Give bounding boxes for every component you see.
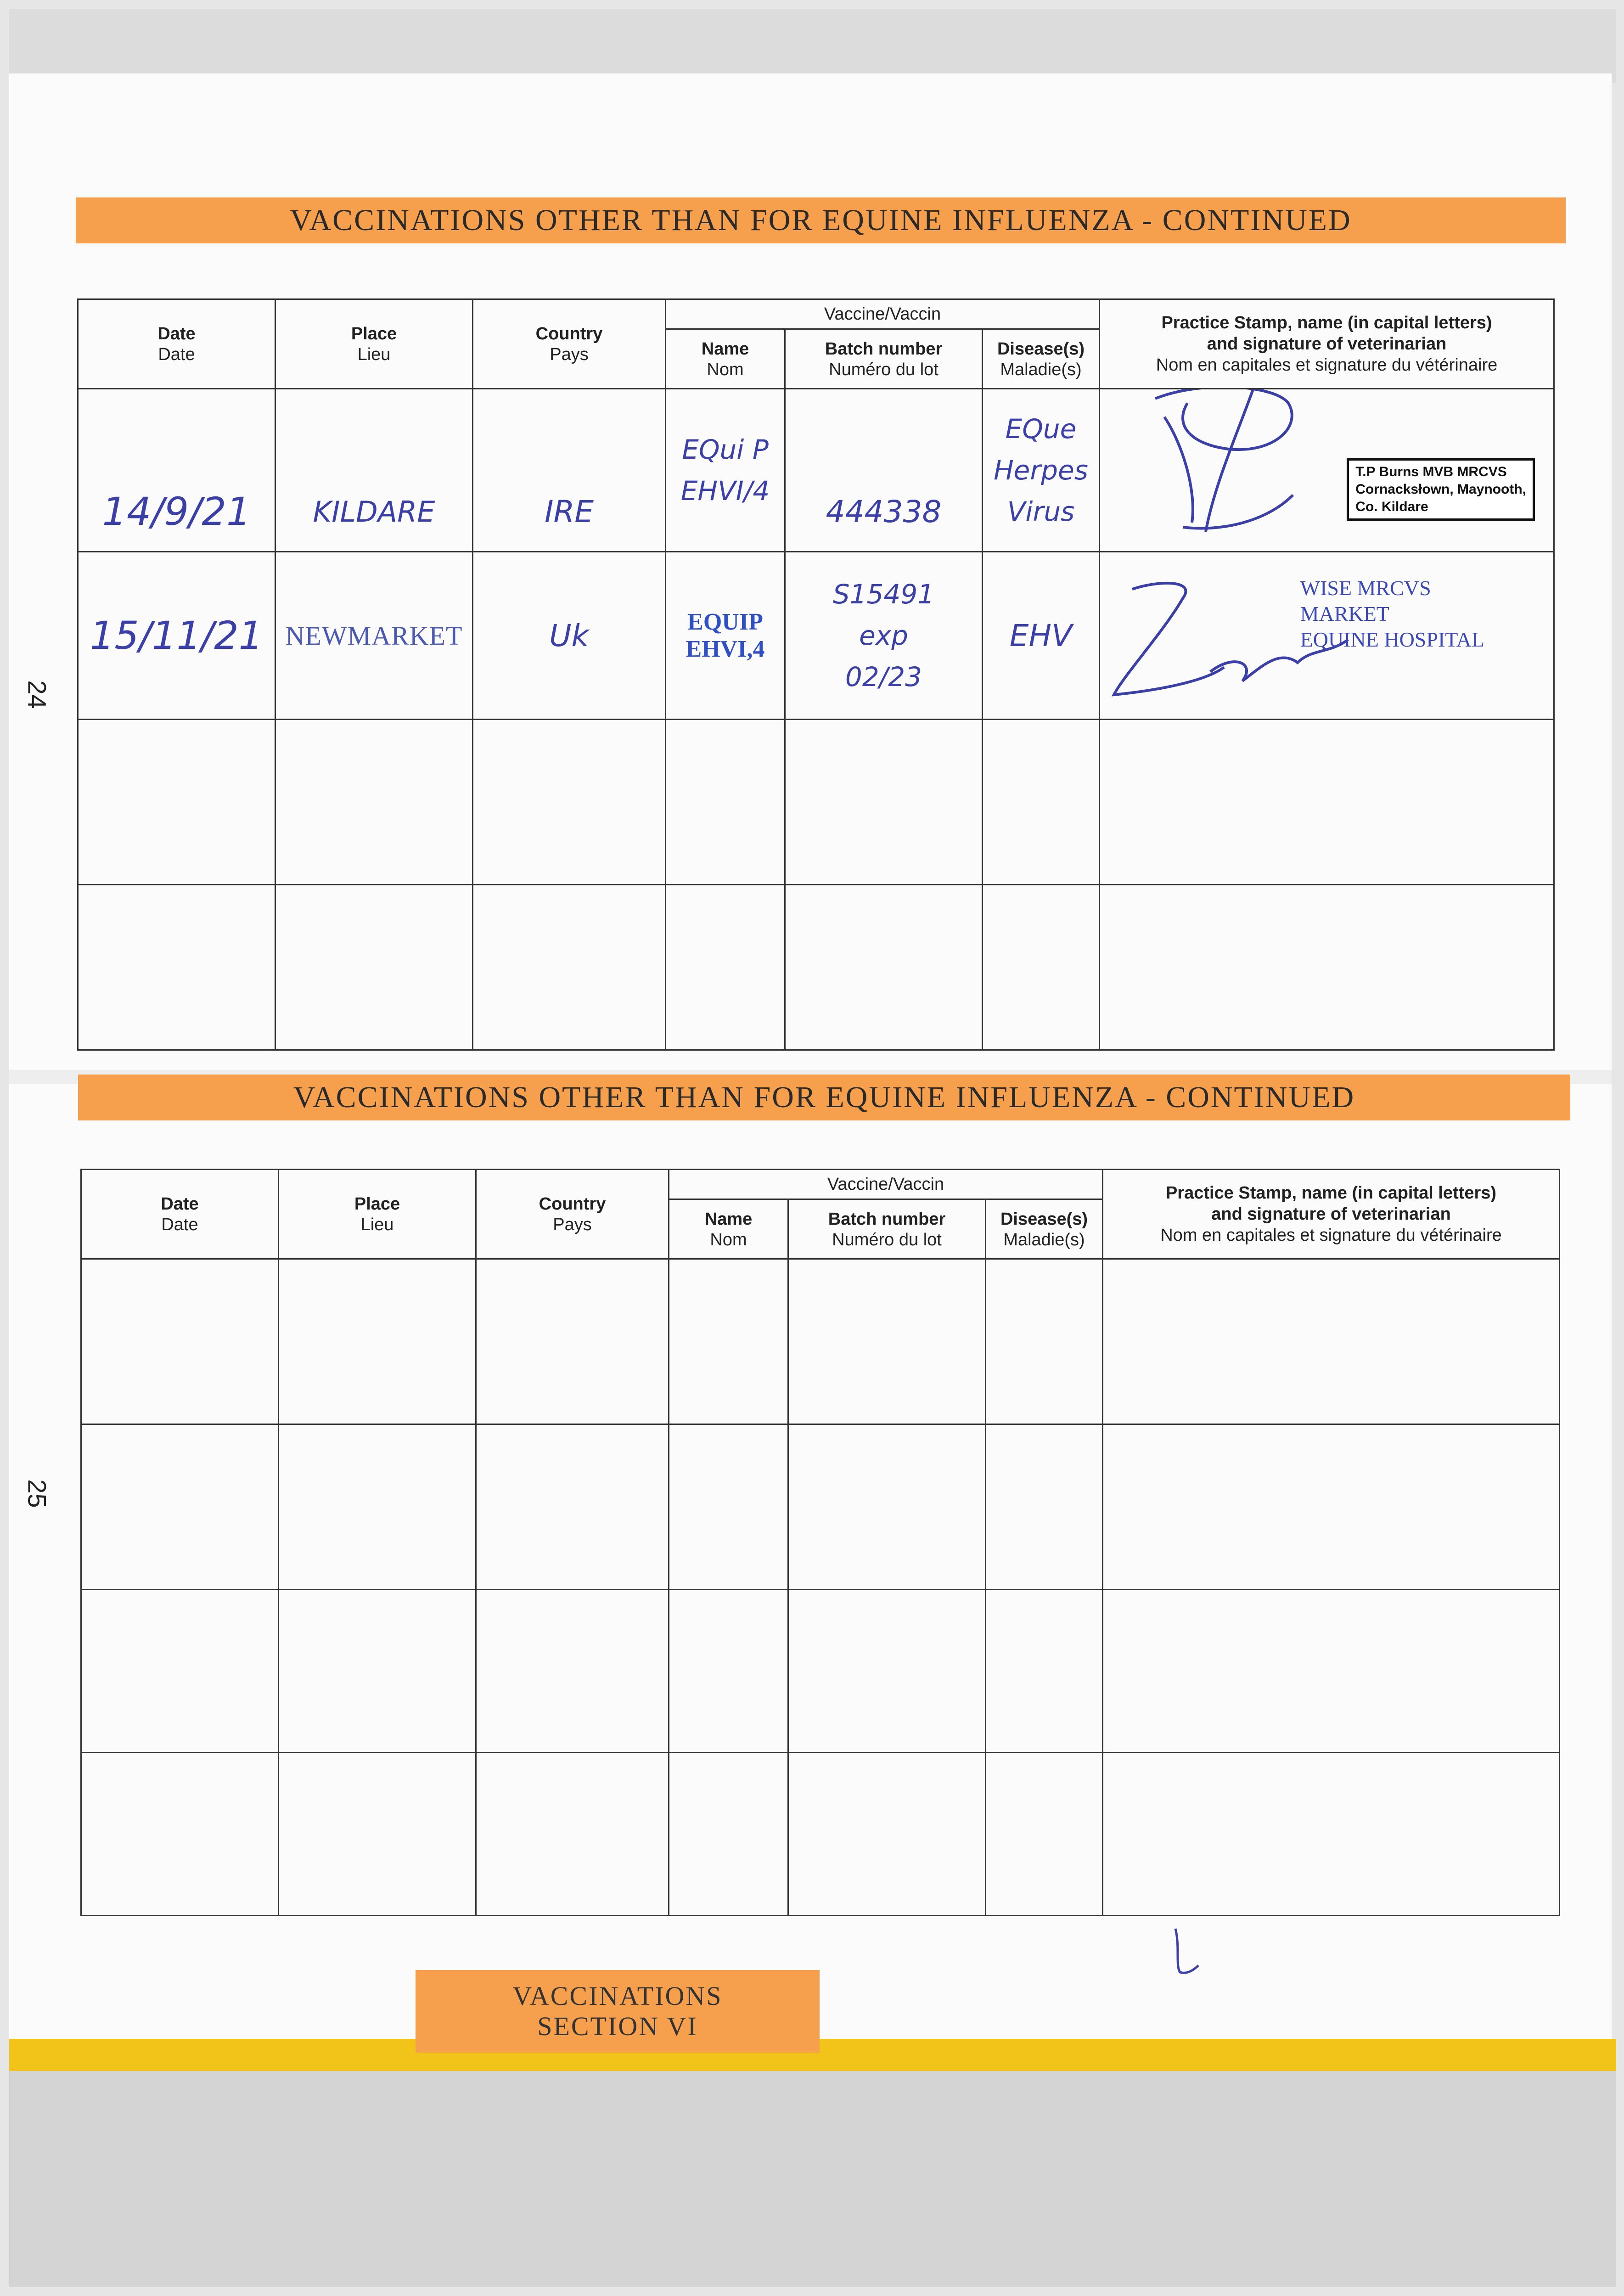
section-banner-bottom: VACCINATIONS OTHER THAN FOR EQUINE INFLUENZA - CONTINUED [78,1075,1570,1120]
entry-date: 14/9/21 [78,389,275,552]
signature-1 [1137,389,1330,546]
header-country: Country Pays [476,1170,669,1259]
vaccination-table-top [77,298,1555,1051]
scan-background-bottom [9,2071,1616,2287]
entry-batch: S15491 exp 02/23 [785,552,983,720]
header-vaccine: Vaccine/Vaccin [666,299,1100,329]
table-row [81,1259,1560,1424]
section-footer [416,1970,820,2053]
entry-date: 15/11/21 [78,552,275,720]
entry-vaccine-name: EQUIP EHVI,4 [666,552,785,720]
header-date: Date Date [78,299,275,389]
vet-stamp-2: WISE MRCVS MARKET EQUINE HOSPITAL [1300,576,1485,651]
header-batch: Batch number Numéro du lot [785,329,983,389]
entry-country: IRE [473,389,666,552]
header-name: Name Nom [669,1199,788,1259]
entry-disease: EQue Herpes Virus [983,389,1100,552]
table-row [78,720,1554,885]
page-number-24: 24 [22,680,52,709]
entry-country: Uk [473,552,666,720]
footer-line-2: SECTION VI [537,2011,698,2041]
entry-place: KILDARE [275,389,473,552]
pen-mark [1166,1924,1203,1979]
header-disease: Disease(s) Maladie(s) [986,1199,1103,1259]
entry-vaccine-name: EQui P EHVI/4 [666,389,785,552]
vaccination-table-bottom [80,1169,1560,1916]
header-country: Country Pays [473,299,666,389]
entry-stamp [1100,389,1554,552]
header-vaccine: Vaccine/Vaccin [669,1170,1103,1199]
footer-line-1: VACCINATIONS [512,1981,723,2011]
header-place: Place Lieu [275,299,473,389]
header-batch: Batch number Numéro du lot [788,1199,986,1259]
entry-batch: 444338 [785,389,983,552]
header-place: Place Lieu [279,1170,476,1259]
header-stamp: Practice Stamp, name (in capital letters) and signature of veterinarian Nom en capitales et signature du vétérinaire [1100,299,1554,389]
table-row [78,885,1554,1050]
vet-stamp-1: T.P Burns MVB MRCVS Cornacksłown, Maynooth, Co. Kildare [1347,458,1535,521]
table-row [78,389,1554,552]
table-row [81,1590,1560,1753]
entry-place: NEWMARKET [275,552,473,720]
table-row [81,1424,1560,1590]
header-stamp: Practice Stamp, name (in capital letters) and signature of veterinarian Nom en capitales et signature du vétérinaire [1103,1170,1560,1259]
table-row [81,1753,1560,1916]
entry-stamp [1100,552,1554,720]
header-date: Date Date [81,1170,279,1259]
entry-disease: EHV [983,552,1100,720]
table-row [78,552,1554,720]
page-number-25: 25 [22,1479,52,1508]
header-name: Name Nom [666,329,785,389]
header-disease: Disease(s) Maladie(s) [983,329,1100,389]
scan-background-top [9,9,1616,83]
section-banner-top: VACCINATIONS OTHER THAN FOR EQUINE INFLUENZA - CONTINUED [76,197,1566,243]
